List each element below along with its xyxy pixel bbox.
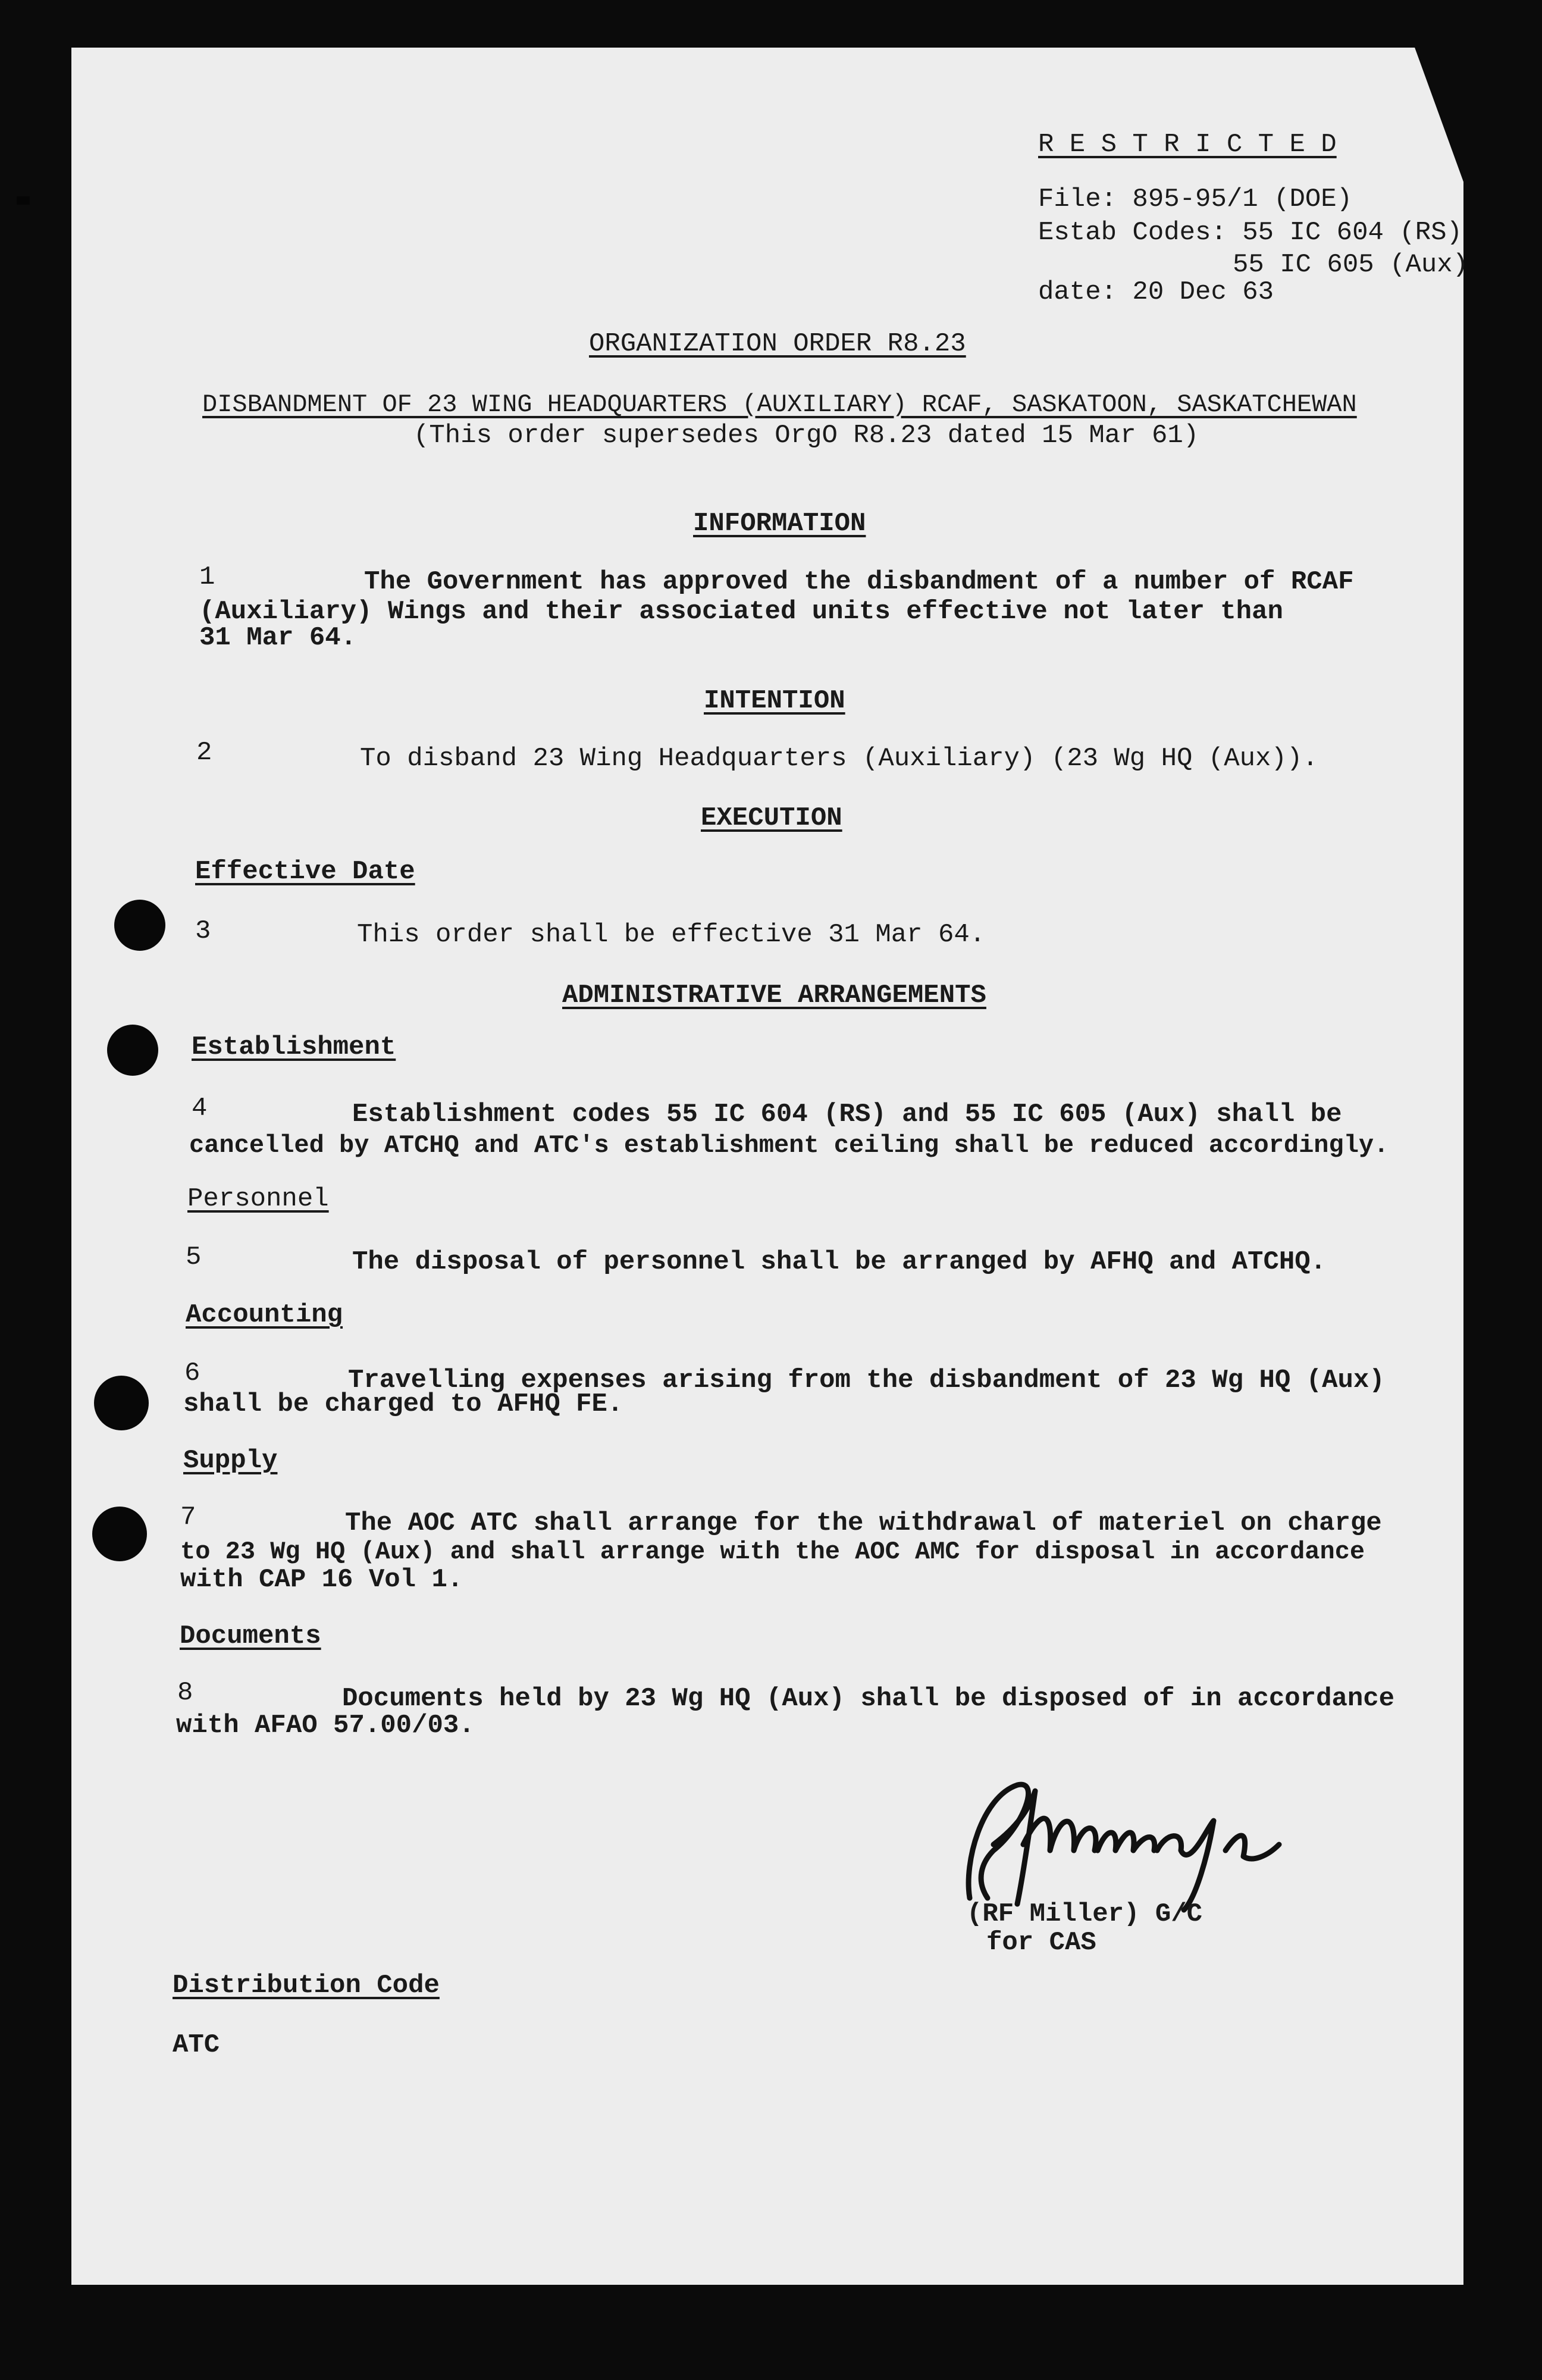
punch-hole bbox=[94, 1376, 149, 1430]
paragraph-4-line-2: cancelled by ATCHQ and ATC's establishment ceiling shall be reduced accordingly. bbox=[189, 1131, 1389, 1160]
punch-hole bbox=[107, 1025, 158, 1076]
subheading-effective-date: Effective Date bbox=[195, 857, 415, 887]
paragraph-6-line-1: Travelling expenses arising from the disbandment of 23 Wg HQ (Aux) bbox=[348, 1366, 1385, 1395]
subheading-establishment: Establishment bbox=[192, 1032, 396, 1062]
paragraph-7-line-1: The AOC ATC shall arrange for the withdrawal of materiel on charge bbox=[345, 1508, 1382, 1538]
paragraph-1-line-2: (Auxiliary) Wings and their associated units effective not later than bbox=[199, 597, 1283, 627]
paragraph-1-line-3: 31 Mar 64. bbox=[199, 623, 357, 653]
subheading-accounting: Accounting bbox=[186, 1300, 343, 1330]
paragraph-6-number: 6 bbox=[184, 1358, 200, 1388]
paragraph-7-number: 7 bbox=[180, 1502, 196, 1532]
paragraph-5-line-1: The disposal of personnel shall be arranged by AFHQ and ATCHQ. bbox=[352, 1247, 1327, 1277]
order-subject: DISBANDMENT OF 23 WING HEADQUARTERS (AUXILIARY) RCAF, SASKATOON, SASKATCHEWAN bbox=[202, 390, 1357, 419]
paragraph-2-line-1: To disband 23 Wing Headquarters (Auxiliary) (23 Wg HQ (Aux)). bbox=[360, 744, 1318, 774]
paragraph-1-line-1: The Government has approved the disbandment of a number of RCAF bbox=[364, 567, 1354, 597]
paragraph-4-line-1: Establishment codes 55 IC 604 (RS) and 55 IC 605 (Aux) shall be bbox=[352, 1100, 1342, 1129]
file-reference: File: 895-95/1 (DOE) bbox=[1038, 184, 1353, 214]
film-speck bbox=[17, 196, 30, 205]
supersedes-note: (This order supersedes OrgO R8.23 dated 15 Mar 61) bbox=[413, 421, 1199, 450]
section-heading-information: INFORMATION bbox=[693, 509, 866, 538]
punch-hole bbox=[92, 1507, 147, 1561]
estab-codes-line-2: 55 IC 605 (Aux) bbox=[1233, 250, 1469, 280]
paragraph-4-number: 4 bbox=[192, 1094, 208, 1123]
section-heading-administrative-arrangements: ADMINISTRATIVE ARRANGEMENTS bbox=[562, 981, 986, 1010]
order-date: date: 20 Dec 63 bbox=[1038, 277, 1274, 307]
punch-hole bbox=[114, 900, 165, 951]
section-heading-intention: INTENTION bbox=[704, 686, 845, 716]
paragraph-8-line-2: with AFAO 57.00/03. bbox=[176, 1711, 475, 1740]
paragraph-7-line-3: with CAP 16 Vol 1. bbox=[180, 1565, 463, 1595]
signatory-authority: for CAS bbox=[986, 1928, 1096, 1958]
distribution-code-heading: Distribution Code bbox=[173, 1971, 440, 2000]
paragraph-3-number: 3 bbox=[195, 916, 211, 946]
section-heading-execution: EXECUTION bbox=[701, 803, 842, 833]
paragraph-1-number: 1 bbox=[199, 562, 215, 592]
paragraph-7-line-2: to 23 Wg HQ (Aux) and shall arrange with the AOC AMC for disposal in accordance bbox=[180, 1537, 1365, 1566]
subheading-supply: Supply bbox=[183, 1446, 278, 1476]
paragraph-8-line-1: Documents held by 23 Wg HQ (Aux) shall be disposed of in accordance bbox=[342, 1684, 1395, 1714]
order-title: ORGANIZATION ORDER R8.23 bbox=[589, 329, 966, 359]
paragraph-6-line-2: shall be charged to AFHQ FE. bbox=[183, 1389, 623, 1419]
subheading-personnel: Personnel bbox=[187, 1184, 329, 1214]
paragraph-5-number: 5 bbox=[186, 1242, 202, 1272]
estab-codes-line-1: Estab Codes: 55 IC 604 (RS) bbox=[1038, 218, 1462, 248]
subheading-documents: Documents bbox=[180, 1621, 321, 1651]
paragraph-8-number: 8 bbox=[177, 1678, 193, 1708]
distribution-code-value: ATC bbox=[173, 2030, 220, 2060]
document-page bbox=[71, 48, 1463, 2285]
paragraph-3-line-1: This order shall be effective 31 Mar 64. bbox=[357, 920, 986, 950]
classification-marking: R E S T R I C T E D bbox=[1038, 130, 1337, 159]
paragraph-2-number: 2 bbox=[196, 738, 212, 768]
signatory-name: (RF Miller) G/C bbox=[967, 1899, 1203, 1929]
